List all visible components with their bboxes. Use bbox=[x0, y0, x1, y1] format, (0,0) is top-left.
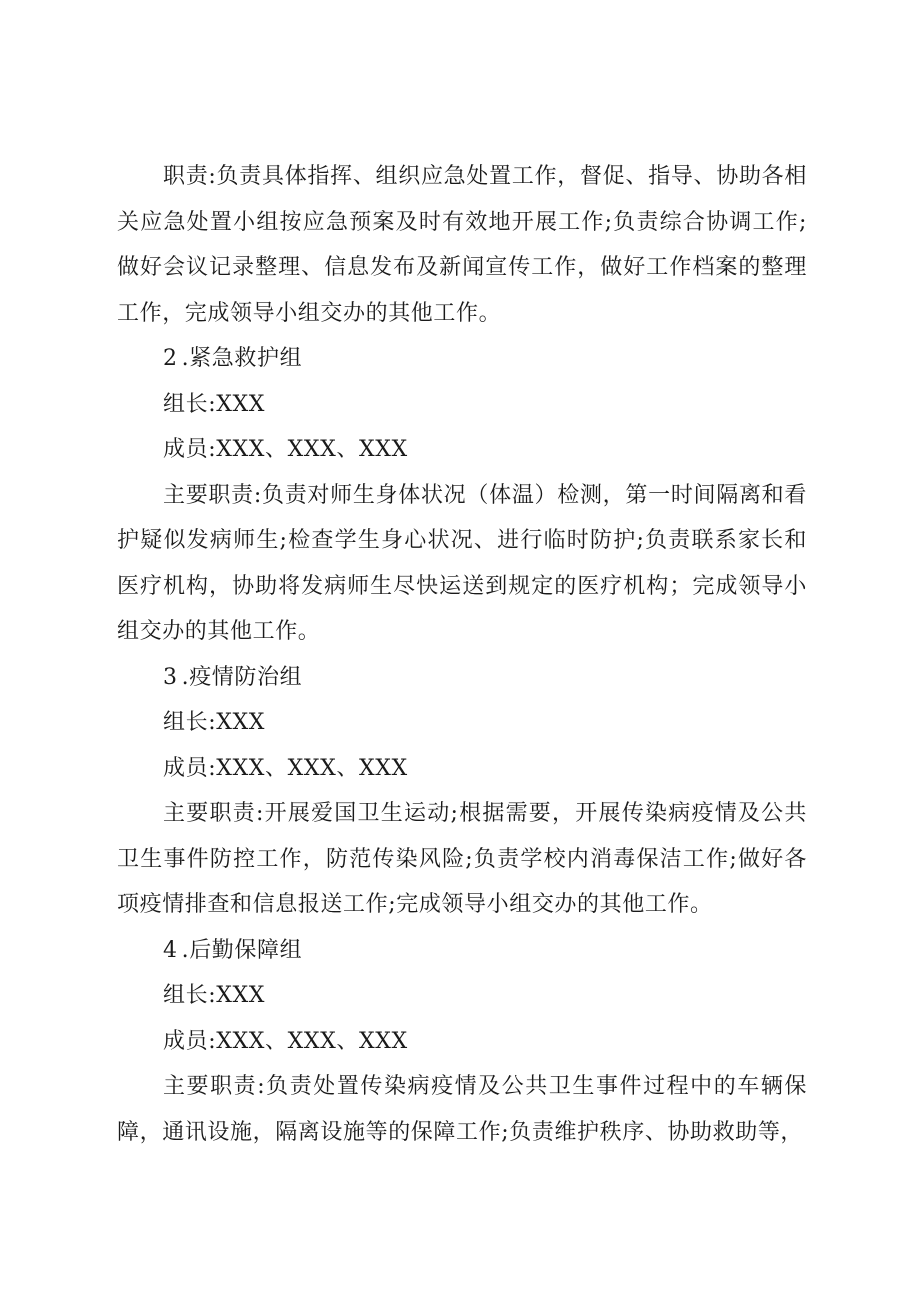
group-members: 成员:XXX、XXX、XXX bbox=[163, 755, 408, 781]
group-duties-paragraph: 主要职责:负责处置传染病疫情及公共卫生事件过程中的车辆保障，通讯设施，隔离设施等的保障工作;负责维护秩序、协助救助等， bbox=[117, 1074, 807, 1145]
group-members: 成员:XXX、XXX、XXX bbox=[163, 437, 408, 462]
group-leader: 组长:XXX bbox=[163, 710, 265, 735]
group-leader: 组长:XXX bbox=[163, 391, 265, 417]
group-heading bbox=[117, 655, 807, 701]
group-section-logistics bbox=[117, 928, 807, 1156]
group-section-epidemic bbox=[117, 655, 807, 928]
group-leader: 组长:XXX bbox=[163, 983, 265, 1008]
group-number: 4 bbox=[163, 937, 178, 963]
group-number: 3 bbox=[163, 664, 178, 690]
group-section-rescue bbox=[117, 336, 807, 655]
group-members: 成员:XXX、XXX、XXX bbox=[163, 1028, 408, 1054]
group-title: .紧急救护组 bbox=[181, 346, 303, 371]
group-number: 2 bbox=[163, 346, 178, 371]
group-title: .疫情防治组 bbox=[181, 664, 303, 690]
group-heading bbox=[117, 928, 807, 974]
intro-duties-paragraph: 职责:负责具体指挥、组织应急处置工作，督促、指导、协助各相关应急处置小组按应急预案及时有效地开展工作;负责综合协调工作;做好会议记录整理、信息发布及新闻宣传工作，做好工作档案的整理工作，完成领导小组交办的其他工作。 bbox=[117, 164, 807, 326]
group-duties-paragraph: 主要职责:负责对师生身体状况（体温）检测，第一时间隔离和看护疑似发病师生;检查学生身心状况、进行临时防护;负责联系家长和医疗机构，协助将发病师生尽快运送到规定的医疗机构；完成领导小组交办的其他工作。 bbox=[117, 482, 807, 644]
group-title: .后勤保障组 bbox=[181, 937, 303, 963]
group-duties-paragraph: 主要职责:开展爱国卫生运动;根据需要，开展传染病疫情及公共卫生事件防控工作，防范传染风险;负责学校内消毒保洁工作;做好各项疫情排查和信息报送工作;完成领导小组交办的其他工作。 bbox=[117, 801, 807, 917]
document-body bbox=[117, 154, 807, 1155]
group-heading bbox=[117, 336, 807, 382]
